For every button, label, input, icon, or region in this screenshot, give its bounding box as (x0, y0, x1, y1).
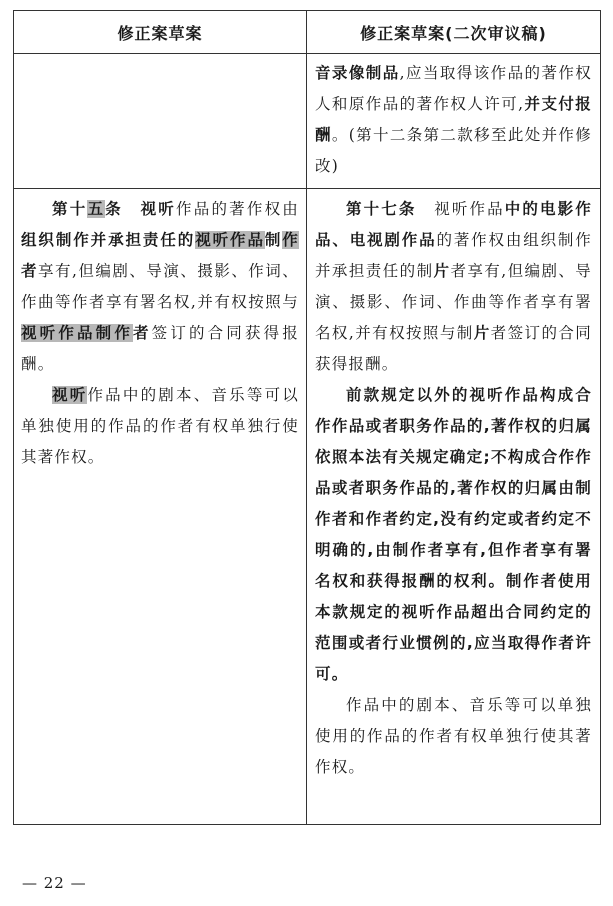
highlighted-text: 视听作品 (21, 324, 96, 342)
bold-text: 者 (21, 262, 38, 280)
comparison-table (13, 10, 601, 825)
page-number: — 22 — (22, 874, 87, 892)
bold-text: 制 (264, 231, 283, 249)
article-17-paragraph-3: 作品中的剧本、音乐等可以单独使用的作品的作者有权单独行使其著作权。 (315, 696, 592, 776)
article-15-paragraph-1 (21, 194, 299, 380)
article-number: 第十 (52, 200, 88, 218)
second-draft-article-cell (307, 189, 601, 825)
table-row (14, 54, 601, 189)
table-row (14, 189, 601, 825)
text-segment: 者享有,但编剧、导演、摄影、作词、作曲等作者享有署名权,并有权按照与制 (315, 262, 593, 342)
bold-text: 音录像制品 (315, 64, 400, 82)
article-17-paragraph-2 (315, 380, 592, 690)
second-draft-cell-continued (307, 54, 601, 189)
text-segment: 。(第十二条第二款移至此处并作修改) (315, 126, 592, 175)
text-segment: 的著作权由组织制作并承担责任的制 (315, 231, 592, 280)
article-number: 条 (105, 200, 141, 218)
bold-text: 片 (473, 324, 491, 342)
bold-text: 片 (433, 262, 451, 280)
bold-text: 者 (132, 324, 152, 342)
bold-text: 前款规定以外的视听作品构成合作作品或者职务作品的,著作权的归属依照本法有关规定确定;不构成合作作品或者职务作品的,著作权的归属由制作者和作者约定,没有约定或者约定不明确的,由制作者享有,但作者享有署名权和获得报酬的权利。制作者使用本款规定的视听作品超出合同约定的范围或者行业惯例的,应当取得作者许可。 (315, 386, 592, 683)
header-draft: 修正案草案 (14, 11, 307, 54)
highlighted-text: 五 (87, 200, 106, 218)
text-segment: 作品的著作权由 (176, 200, 300, 218)
draft-article-cell (14, 189, 307, 825)
bold-text: 并支付报酬 (315, 95, 592, 144)
article-17-paragraph-1 (315, 194, 592, 380)
highlighted-text: 视听作品 (195, 231, 265, 249)
text-segment: ,应当取得该作品的著作权人和原作品的著作权人许可, (315, 64, 592, 113)
bold-text: 中的电影作品、电视剧作品 (315, 200, 592, 249)
text-segment: 作品中的剧本、音乐等可以单独使用的作品的作者有权单独行使其著作权。 (21, 386, 299, 466)
highlighted-text: 视听 (52, 386, 88, 404)
bold-text: 组织制作并承担责任的 (21, 231, 196, 249)
bold-text: 视听 (140, 200, 177, 218)
empty-cell (14, 54, 307, 189)
continued-paragraph (315, 58, 592, 182)
table-header-row (14, 11, 601, 54)
highlighted-text: 制作 (95, 324, 133, 342)
article-15-paragraph-2 (21, 380, 299, 473)
text-segment: 视听作品 (434, 200, 505, 218)
text-segment: 享有,但编剧、导演、摄影、作词、作曲等作者享有署名权,并有权按照与 (21, 262, 299, 311)
text-segment: 签订的合同获得报酬。 (21, 324, 299, 373)
highlighted-text: 作 (282, 231, 299, 249)
header-second-review-draft: 修正案草案(二次审议稿) (307, 11, 601, 54)
text-segment: 者签订的合同获得报酬。 (315, 324, 592, 373)
article-number: 第十七条 (346, 200, 435, 218)
